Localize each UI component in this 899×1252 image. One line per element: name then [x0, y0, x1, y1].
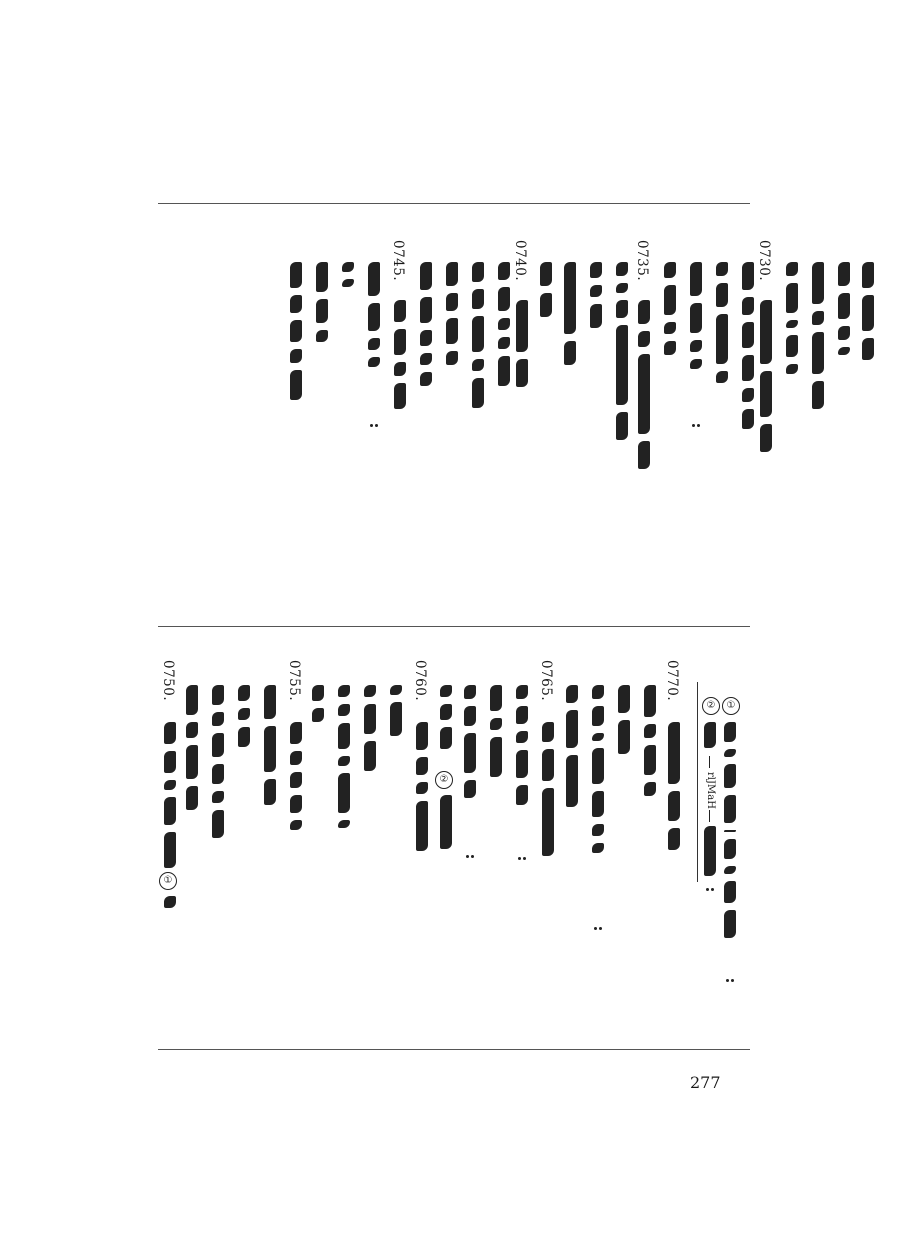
footnote-marker: ②: [702, 697, 720, 715]
footnote-marker: ①: [722, 697, 740, 715]
punctuation-colon: [692, 422, 700, 430]
punctuation-colon: [706, 886, 714, 894]
line-number: 0735.: [634, 240, 650, 282]
inline-footnote-marker: ①: [159, 872, 177, 890]
line-number: 0765.: [538, 660, 554, 702]
line-number: 0770.: [664, 660, 680, 702]
line-number: 0755.: [286, 660, 302, 702]
punctuation-colon: [518, 855, 526, 863]
dash: [709, 756, 710, 768]
dash: [709, 810, 710, 822]
line-number: 0745.: [390, 240, 406, 282]
footnote-latin-word: rlJMaH: [705, 772, 716, 809]
line-number: 0730.: [756, 240, 772, 282]
footnote-rule: [697, 682, 698, 882]
middle-rule: [158, 626, 750, 627]
bottom-rule: [158, 1049, 750, 1050]
top-rule: [158, 203, 750, 204]
punctuation-colon: [466, 853, 474, 861]
line-number: 0760.: [412, 660, 428, 702]
line-number: 0740.: [512, 240, 528, 282]
page-number: 277: [690, 1073, 721, 1092]
punctuation-colon: [594, 925, 602, 933]
line-number: 0750.: [160, 660, 176, 702]
punctuation-colon: [370, 422, 378, 430]
inline-footnote-marker: ②: [435, 771, 453, 789]
punctuation-colon: [726, 977, 734, 985]
